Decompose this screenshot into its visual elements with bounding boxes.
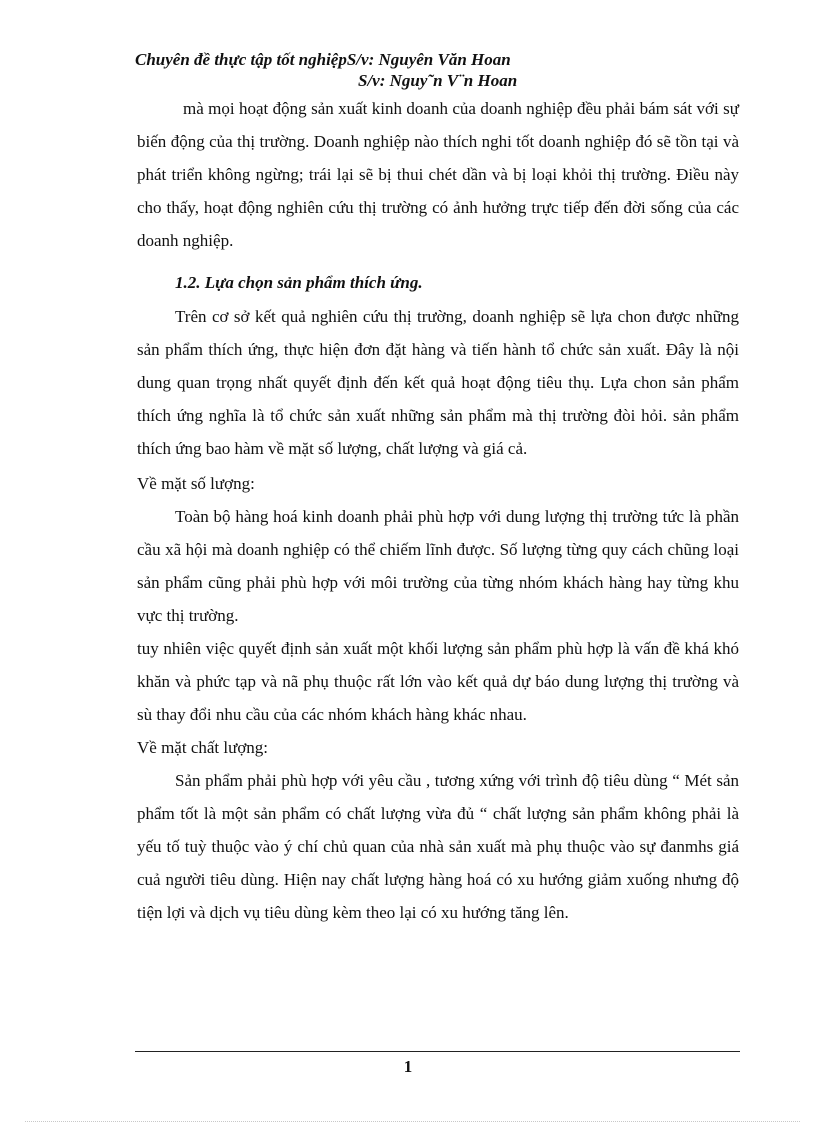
paragraph-quality: Sản phẩm phải phù hợp với yêu cầu , tương xứng với trình độ tiêu dùng “ Mét sản phẩm tốt là một sản phẩm có chất lượng vừa đủ “ chất lượng sản phẩm không phải là yếu tố tuỳ thuộc vào ý chí chủ quan của nhà sản xuất mà phụ thuộc vào sự đanmhs giá cuả người tiêu dùng. Hiện nay chất lượng hàng hoá có xu hướng giảm xuống nhưng độ tiện lợi và dịch vụ tiêu dùng kèm theo lại có xu hướng tăng lên. bbox=[137, 771, 739, 922]
subheading-quantity: Về mặt số lượng: bbox=[137, 474, 255, 493]
subheading-quality: Về mặt chất lượng: bbox=[137, 738, 269, 757]
paragraph-product-selection: Trên cơ sở kết quả nghiên cứu thị trường, doanh nghiệp sẽ lựa chon được những sản phẩm thích ứng, thực hiện đơn đặt hàng và tiến hành tổ chức sản xuất. Đây là nội dung quan trọng nhất quyết định đến kết quả hoạt động tiêu thụ. Lựa chon sản phẩm thích ứng nghĩa là tổ chức sản xuất những sản phẩm mà thị trường đòi hỏi. sản phẩm thích ứng bao hàm về mặt số lượng, chất lượng và giá cả. bbox=[137, 307, 739, 458]
section-heading: 1.2. Lựa chọn sản phẩm thích ứng. bbox=[175, 273, 423, 292]
paragraph-quantity: Toàn bộ hàng hoá kinh doanh phải phù hợp với dung lượng thị trường tức là phần cầu xã hội mà doanh nghiệp có thể chiếm lĩnh được. Số lượng từng quy cách chũng loại sản phẩm cũng phải phù hợp với môi trường của từng nhóm khách hàng hay từng khu vực thị trường. bbox=[137, 507, 739, 625]
running-header: Chuyên đề thực tập tốt nghiệpS/v: Nguyên Văn Hoan bbox=[135, 50, 511, 69]
page-bottom-dotted-line bbox=[25, 1121, 800, 1122]
running-header-duplicate: S/v: Nguy˜n V¨n Hoan bbox=[358, 71, 518, 90]
paragraph-quantity-note: tuy nhiên việc quyết định sản xuất một khối lượng sản phẩm phù hợp là vấn đề khá khó khăn và phức tạp và nã phụ thuộc rất lớn vào kết quả dự báo dung lượng thị trường và sù thay đổi nhu cầu của các nhóm khách hàng khác nhau. bbox=[137, 639, 739, 724]
paragraph-continuation: mà mọi hoạt động sản xuất kinh doanh của doanh nghiệp đều phải bám sát với sự biến động của thị trường. Doanh nghiệp nào thích nghi tốt doanh nghiệp đó sẽ tồn tại và phát triển không ngừng; trái lại sẽ bị thui chét dần và bị loại khỏi thị trường. Điều này cho thấy, hoạt động nghiên cứu thị trường có ảnh hưởng trực tiếp đến đời sống của các doanh nghiệp. bbox=[137, 99, 739, 250]
footer-divider bbox=[135, 1051, 740, 1052]
document-body bbox=[137, 92, 739, 929]
page-number: 1 bbox=[403, 1057, 413, 1076]
